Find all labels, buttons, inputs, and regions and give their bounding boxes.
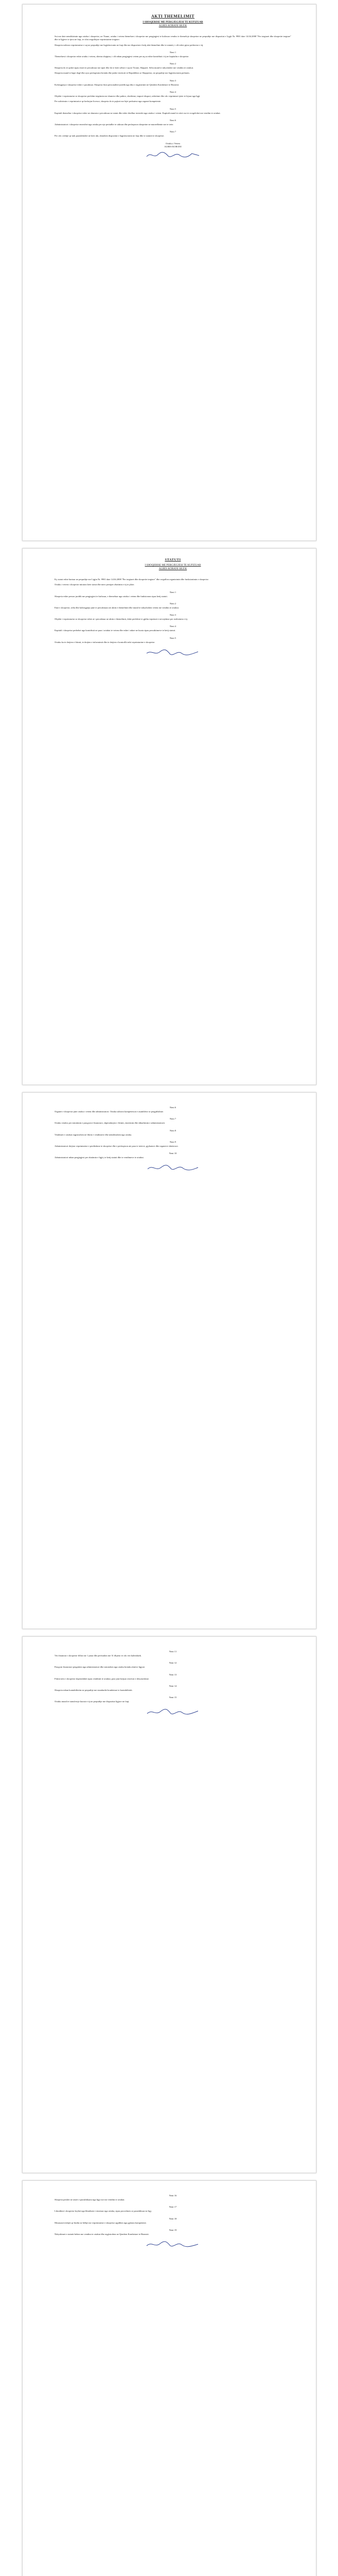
handwritten-signature (145, 648, 201, 657)
document-page-5: Neni 16 Shoqeria prishet ne rastet e parashikuara nga ligji ose me vendim te ortakut. Neni 17 Likuidimi i shoqerise kryhet nga likuiduesi i emeruar nga ortaku, sipas procedures se parashikuar ne ligj. Neni 18 Mosmarreveshjet qe lindin ne lidhje me veprimtarine e shoqerise zgjidhen nga gjykata kompetente. Neni 19 Ndryshimet e statutit behen me vendim te ortakut dhe regjistrohen ne Qendren Kombetare te Biznesit. (22, 2180, 316, 2576)
intro-paragraph: Sot me date nenshkrimin nga ortaku i shoqerise, ne Tirane, ortaku i vetem themelues i shoqerise me pergjegjesi te kufizuar vendos te themeloje shoqerine ne perputhje me dispozitat e Ligjit Nr. 9901 date 14.04.2008 "Per tregtaret dhe shoqerite tregtare" dhe te ligjeve te tjera ne fuqi, te cilat rregullojne veprimtarine tregtare. (55, 35, 291, 41)
paragraph: Shoqeria ushtron veprimtarine e saj ne perputhje me legjislacionin ne fuqi dhe me dispozitat e ketij akti themelimi dhe te statutit, i cili eshte pjese perberese e tij. (55, 43, 204, 46)
handwritten-signature (145, 1707, 201, 1717)
document-page-1: AKTI THEMELIMIT I SHOQERISE ME PERGJEGJESI TE KUFIZUAR ALBES KORANI SH.P.K Sot me date nenshkrimin nga ortaku i shoqerise, ne Tirane, ortaku i vetem themelues i shoqerise me pergjegjesi te kufizuar vendos te themeloje shoqerine ne perputhje me dispozitat e Ligjit Nr. 9901 date 14.04.2008 "Per tregtaret dhe shoqerite tregtare" dhe te ligjeve te tjera ne fuqi, te cilat rregullojne veprimtarine tregtare. Shoqeria ushtron veprimtarine e saj ne perputhje me legjislacionin ne fuqi dhe me dispozitat e ketij akti themelimi dhe te statutit, i cili eshte pjese perberese e tij. Neni 1 Themeluesi i shoqerise eshte ortaku i vetem, shtetas shqiptar, i cili mban pergjegjesi vetem per aq sa eshte kontributi i tij ne kapitalin e shoqerise. Neni 2 Shoqeria do te quhet sipas emrit te percaktuar me siper dhe do te kete seline e saj ne Tirane, Shqiperi. Selia mund te ndryshohet me vendim te ortakut. Shoqeria mund te hape degë dhe zyra perfaqesimi brenda dhe jashte territorit te Republikes se Shqiperise, ne perputhje me legjislacionin perkates. Neni 3 Kohezgjatja e shoqerise eshte e pacaktuar. Shoqeria fiton personalitet juridik nga dita e regjistrimit ne Qendren Kombetare te Biznesit. Neni 4 Objekti i veprimtarise se shoqerise perfshin tregtimin me shumice dhe pakice, sherbime, import-eksport, ndertime dhe cdo veprimtari tjeter te lejuar nga ligji. Per ushtrimin e veprimtarive qe kerkojne licence, shoqeria do te pajiset me lejet perkatese nga organet kompetente. Neni 5 Kapitali themeltar i shoqerise eshte ne shumen e percaktuar ne statut dhe eshte derdhur teresisht nga ortaku i vetem. Kapitali mund te rritet ose te zvogelohet me vendim te ortakut. Neni 6 Administratori i shoqerise emerohet nga ortaku per nje periudhe te caktuar dhe perfaqeson shoqerine ne marredhenie me te trete. Neni 7 Per cdo ceshtje qe nuk parashikohet ne kete akt, zbatohen dispozitat e legjislacionin ne fuqi dhe te statutit te shoqerise. Ortaku i Vetem ALBES KORANI (22, 4, 316, 541)
company-name: ALBES KORANI SH.P.K (158, 24, 187, 27)
handwritten-signature (145, 150, 201, 160)
statute-title: STATUTI (165, 558, 181, 562)
document-subtitle: I SHOQERISE ME PERGJEGJESI TE KUFIZUAR (143, 21, 203, 24)
document-page-2: STATUTI I SHOQERISE ME PERGJEGJESI TE KUFIZUAR ALBES KORANI SH.P.K Ky statut eshte hartuar ne perputhje me Ligjin Nr. 9901 date 14.04.2008 "Per tregtaret dhe shoqerite tregtare" dhe rregullon organizimin dhe funksionimin e shoqerise. Ortaku i vetem i shoqerise miraton kete statut dhe merr persiper zbatimin e tij te plote. Neni 1 Shoqeria eshte person juridik me pergjegjesi te kufizuar, e themeluar nga ortaku i vetem dhe funksionon sipas ketij statuti. Neni 2 Emri i shoqerise, selia dhe kohezgjatja jane te percaktuara ne aktin e themelimit dhe mund te ndryshohen vetem me vendim te ortakut. Neni 3 Objekti i veprimtarise se shoqerise eshte ai i percaktuar ne aktin e themelimit, duke perfshire te gjitha veprimet e nevojshme per realizimin e tij. Neni 4 Kapitali i shoqerise perbehet nga kontributi ne para i ortakut te vetem dhe eshte i ndare ne kuota sipas percaktimeve te ketij statuti. Neni 5 Ortaku ka te drejten e fitimit, te drejten e informimit dhe te drejten e kontrollit mbi veprimtarine e shoqerise. (22, 548, 316, 1085)
handwritten-signature (145, 1163, 201, 1173)
statute-subtitle: I SHOQERISE ME PERGJEGJESI TE KUFIZUAR (145, 564, 201, 567)
document-page-3: Neni 6 Organet e shoqerise jane ortaku i vetem dhe administratori. Ortaku ushtron kompetencat e asamblese se pergjithshme. Neni 7 Ortaku vendos per miratimin e pasqyrave financiare, shperndarjen e fitimit, emerimin dhe shkarkimin e administratorit. Neni 8 Vendimet e ortakut regjistrohen ne librin e vendimeve dhe nenshkruhen nga ortaku. Neni 9 Administratori drejton veprimtarine e perditshme te shoqerise dhe e perfaqeson ate para te treteve, gjykatave dhe organeve shteterore. Neni 10 Administratori mban pergjegjesi per zbatimin e ligjit, te ketij statuti dhe te vendimeve te ortakut. (22, 1092, 316, 1629)
handwritten-signature (145, 2240, 201, 2249)
document-page-4: Neni 11 Viti financiar i shoqerise fillon me 1 janar dhe perfundon me 31 dhjetor te cdo viti kalendarik. Neni 12 Pasqyrat financiare pergatiten nga administratori dhe miratohen nga ortaku brenda afateve ligjore. Neni 13 Fitimi neto i shoqerise shperndahet sipas vendimit te ortakut, pasi jane krijuar rezervat e detyrueshme. Neni 14 Shoqeria mban kontabilitetin ne perputhje me standardet kombetare te kontabilitetit. Neni 15 Ortaku mund te transferoje kuotat e tij ne perputhje me dispozitat ligjore ne fuqi. (22, 1636, 316, 2173)
signature-block: Ortaku i Vetem ALBES KORANI (55, 142, 291, 160)
document-title: AKTI THEMELIMIT (151, 14, 195, 19)
